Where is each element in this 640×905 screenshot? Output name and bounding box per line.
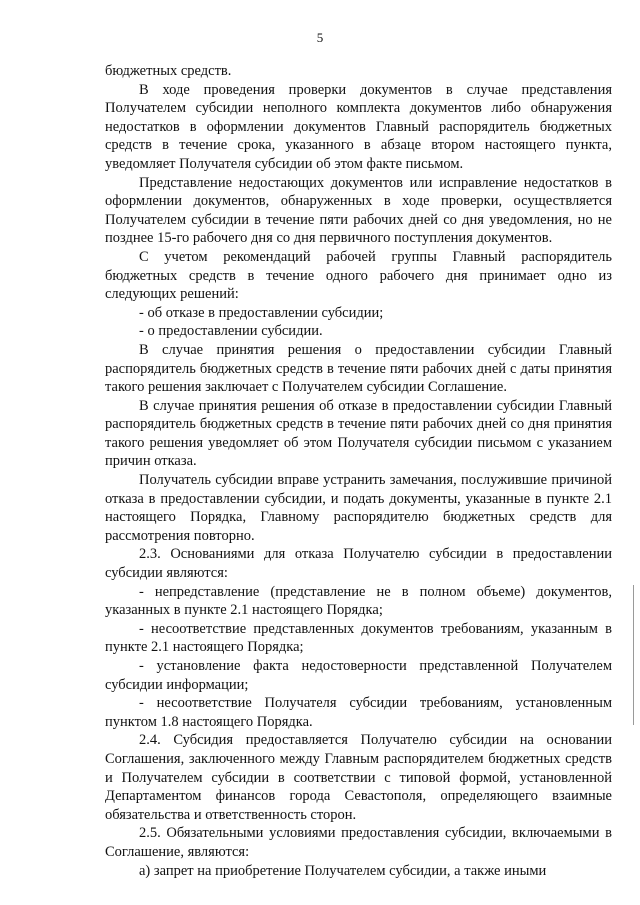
list-item: а) запрет на приобретение Получателем субсидии, а также иными [139, 862, 547, 879]
paragraph: бюджетных средств. [105, 63, 232, 79]
paragraph: Представление недостающих документов или исправление недостатков в оформлении документов, обнаруженных в ходе проверки, осуществляется Получателем субсидии в течение пяти рабочих дней со дня уведомления, но не позднее 15-го рабочего дня со дня первичного поступления документов. [105, 174, 612, 247]
scan-edge-mark [633, 585, 634, 725]
list-item: - несоответствие представленных документов требованиям, указанным в пункте 2.1 настоящего Порядка; [105, 620, 612, 656]
paragraph: В ходе проведения проверки документов в случае представления Получателем субсидии неполного комплекта документов либо обнаружения недостатков в оформлении документов Главный распорядитель бюджетных средств в течение срока, указанного в абзаце втором настоящего пункта, уведомляет Получателя субсидии об этом факте письмом. [105, 81, 612, 172]
paragraph: Получатель субсидии вправе устранить замечания, послужившие причиной отказа в предоставлении субсидии, и подать документы, указанные в пункте 2.1 настоящего Порядка, Главному распорядителю бюджетных средств для рассмотрения повторно. [105, 472, 612, 544]
paragraph: В случае принятия решения о предоставлении субсидии Главный распорядитель бюджетных средств в течение пяти рабочих дней с даты принятия такого решения заключает с Получателем субсидии Соглашение. [105, 341, 612, 396]
list-item: - о предоставлении субсидии. [139, 323, 323, 340]
list-item: - установление факта недостоверности представленной Получателем субсидии информации; [105, 658, 612, 693]
section-2-4: 2.4. Субсидия предоставляется Получателю субсидии на основании Соглашения, заключенного между Главным распорядителем бюджетных средств и Получателем субсидии в соответствии с типовой формой, установленной Департаментом финансов города Севастополя, определяющего взаимные обязательства и ответственность сторон. [105, 732, 612, 823]
page-number: 5 [316, 30, 324, 45]
list-item: - непредставление (представление не в полном объеме) документов, указанных в пункте 2.1 настоящего Порядка; [105, 583, 612, 619]
section-2-3: 2.3. Основаниями для отказа Получателю субсидии в предоставлении субсидии являются: [105, 546, 612, 582]
section-2-5: 2.5. Обязательными условиями предоставления субсидии, включаемыми в Соглашение, являются: [105, 825, 612, 860]
document-body [105, 62, 612, 880]
list-item: - несоответствие Получателя субсидии требованиям, установленным пунктом 1.8 настоящего Порядка. [105, 695, 612, 730]
paragraph: В случае принятия решения об отказе в предоставлении субсидии Главный распорядитель бюджетных средств в течение пяти рабочих дней со дня принятия такого решения уведомляет об этом Получателя субсидии письмом с указанием причин отказа. [105, 397, 612, 470]
list-item: - об отказе в предоставлении субсидии; [139, 304, 384, 321]
paragraph: С учетом рекомендаций рабочей группы Главный распорядитель бюджетных средств в течение одного рабочего дня принимает одно из следующих решений: [105, 248, 612, 303]
